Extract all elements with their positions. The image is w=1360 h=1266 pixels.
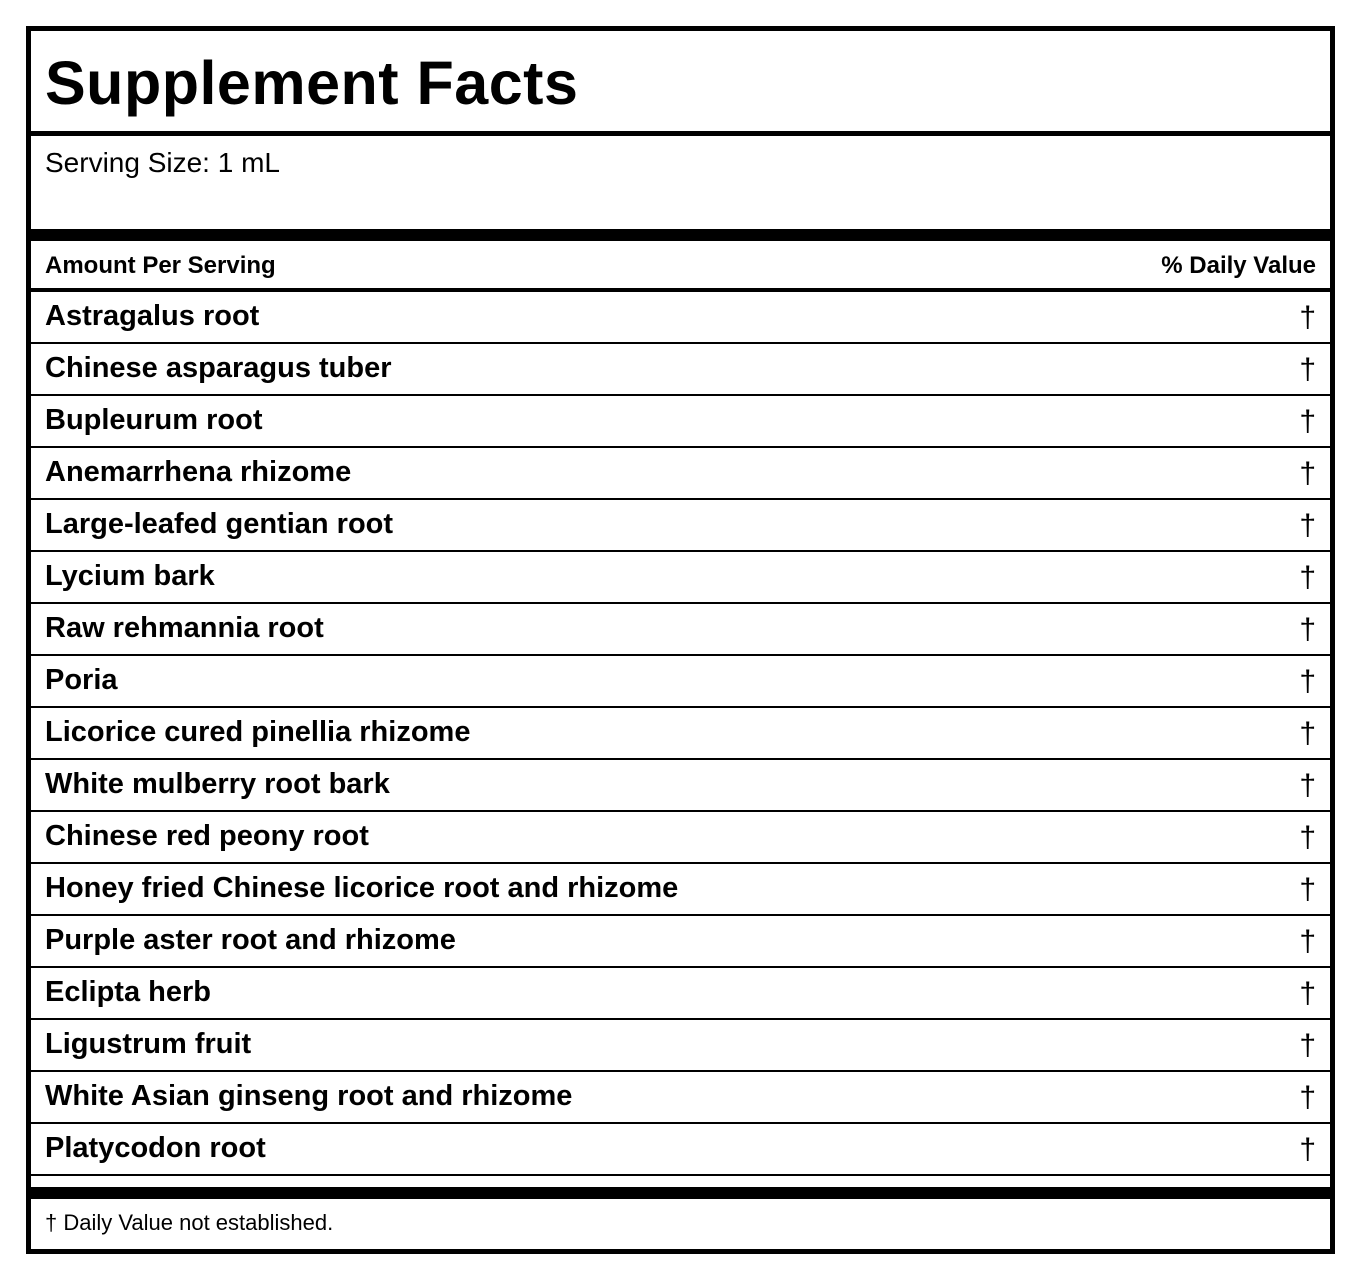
ingredient-name: Eclipta herb	[45, 976, 211, 1008]
title-divider	[31, 131, 1330, 136]
ingredient-name: Anemarrhena rhizome	[45, 456, 352, 488]
daily-value-dagger: †	[1299, 821, 1316, 854]
ingredient-row	[31, 864, 1330, 916]
ingredient-row	[31, 656, 1330, 708]
ingredient-name: White mulberry root bark	[45, 768, 390, 800]
ingredient-row	[31, 708, 1330, 760]
ingredient-name: Chinese red peony root	[45, 820, 369, 852]
thick-divider-bottom	[31, 1187, 1330, 1199]
daily-value-dagger: †	[1299, 1081, 1316, 1114]
ingredient-row	[31, 344, 1330, 396]
daily-value-dagger: †	[1299, 925, 1316, 958]
ingredient-name: Large-leafed gentian root	[45, 508, 394, 540]
daily-value-dagger: †	[1299, 769, 1316, 802]
daily-value-dagger: †	[1299, 1029, 1316, 1062]
ingredient-row	[31, 1020, 1330, 1072]
daily-value-header: % Daily Value	[1161, 252, 1316, 279]
ingredient-row	[31, 968, 1330, 1020]
ingredient-row	[31, 552, 1330, 604]
column-header-row	[31, 243, 1330, 289]
ingredient-name: Raw rehmannia root	[45, 612, 324, 644]
supplement-facts-panel	[26, 26, 1335, 1254]
daily-value-dagger: †	[1299, 561, 1316, 594]
ingredient-name: Bupleurum root	[45, 404, 263, 436]
daily-value-dagger: †	[1299, 457, 1316, 490]
ingredient-name: Purple aster root and rhizome	[45, 924, 456, 956]
daily-value-dagger: †	[1299, 353, 1316, 386]
ingredient-name: Licorice cured pinellia rhizome	[45, 716, 471, 748]
ingredient-name: Lycium bark	[45, 560, 215, 592]
ingredient-list	[31, 292, 1330, 1176]
ingredient-row	[31, 760, 1330, 812]
ingredient-row	[31, 916, 1330, 968]
panel-title: Supplement Facts	[45, 49, 579, 117]
footnote: † Daily Value not established.	[45, 1210, 334, 1235]
daily-value-dagger: †	[1299, 613, 1316, 646]
ingredient-name: Platycodon root	[45, 1132, 266, 1164]
daily-value-dagger: †	[1299, 405, 1316, 438]
ingredient-row	[31, 396, 1330, 448]
ingredient-row	[31, 1124, 1330, 1176]
daily-value-dagger: †	[1299, 509, 1316, 542]
daily-value-dagger: †	[1299, 873, 1316, 906]
ingredient-name: Astragalus root	[45, 300, 260, 332]
daily-value-dagger: †	[1299, 665, 1316, 698]
ingredient-name: Ligustrum fruit	[45, 1028, 252, 1060]
daily-value-dagger: †	[1299, 717, 1316, 750]
serving-size: Serving Size: 1 mL	[45, 147, 280, 178]
ingredient-row	[31, 1072, 1330, 1124]
ingredient-row	[31, 292, 1330, 344]
amount-per-serving-header: Amount Per Serving	[45, 252, 276, 279]
ingredient-name: White Asian ginseng root and rhizome	[45, 1080, 573, 1112]
daily-value-dagger: †	[1299, 977, 1316, 1010]
ingredient-row	[31, 500, 1330, 552]
ingredient-row	[31, 812, 1330, 864]
ingredient-row	[31, 448, 1330, 500]
thick-divider-top	[31, 229, 1330, 241]
ingredient-name: Poria	[45, 664, 118, 696]
ingredient-row	[31, 604, 1330, 656]
ingredient-name: Honey fried Chinese licorice root and rhizome	[45, 872, 679, 904]
daily-value-dagger: †	[1299, 1133, 1316, 1166]
daily-value-dagger: †	[1299, 301, 1316, 334]
ingredient-name: Chinese asparagus tuber	[45, 352, 392, 384]
